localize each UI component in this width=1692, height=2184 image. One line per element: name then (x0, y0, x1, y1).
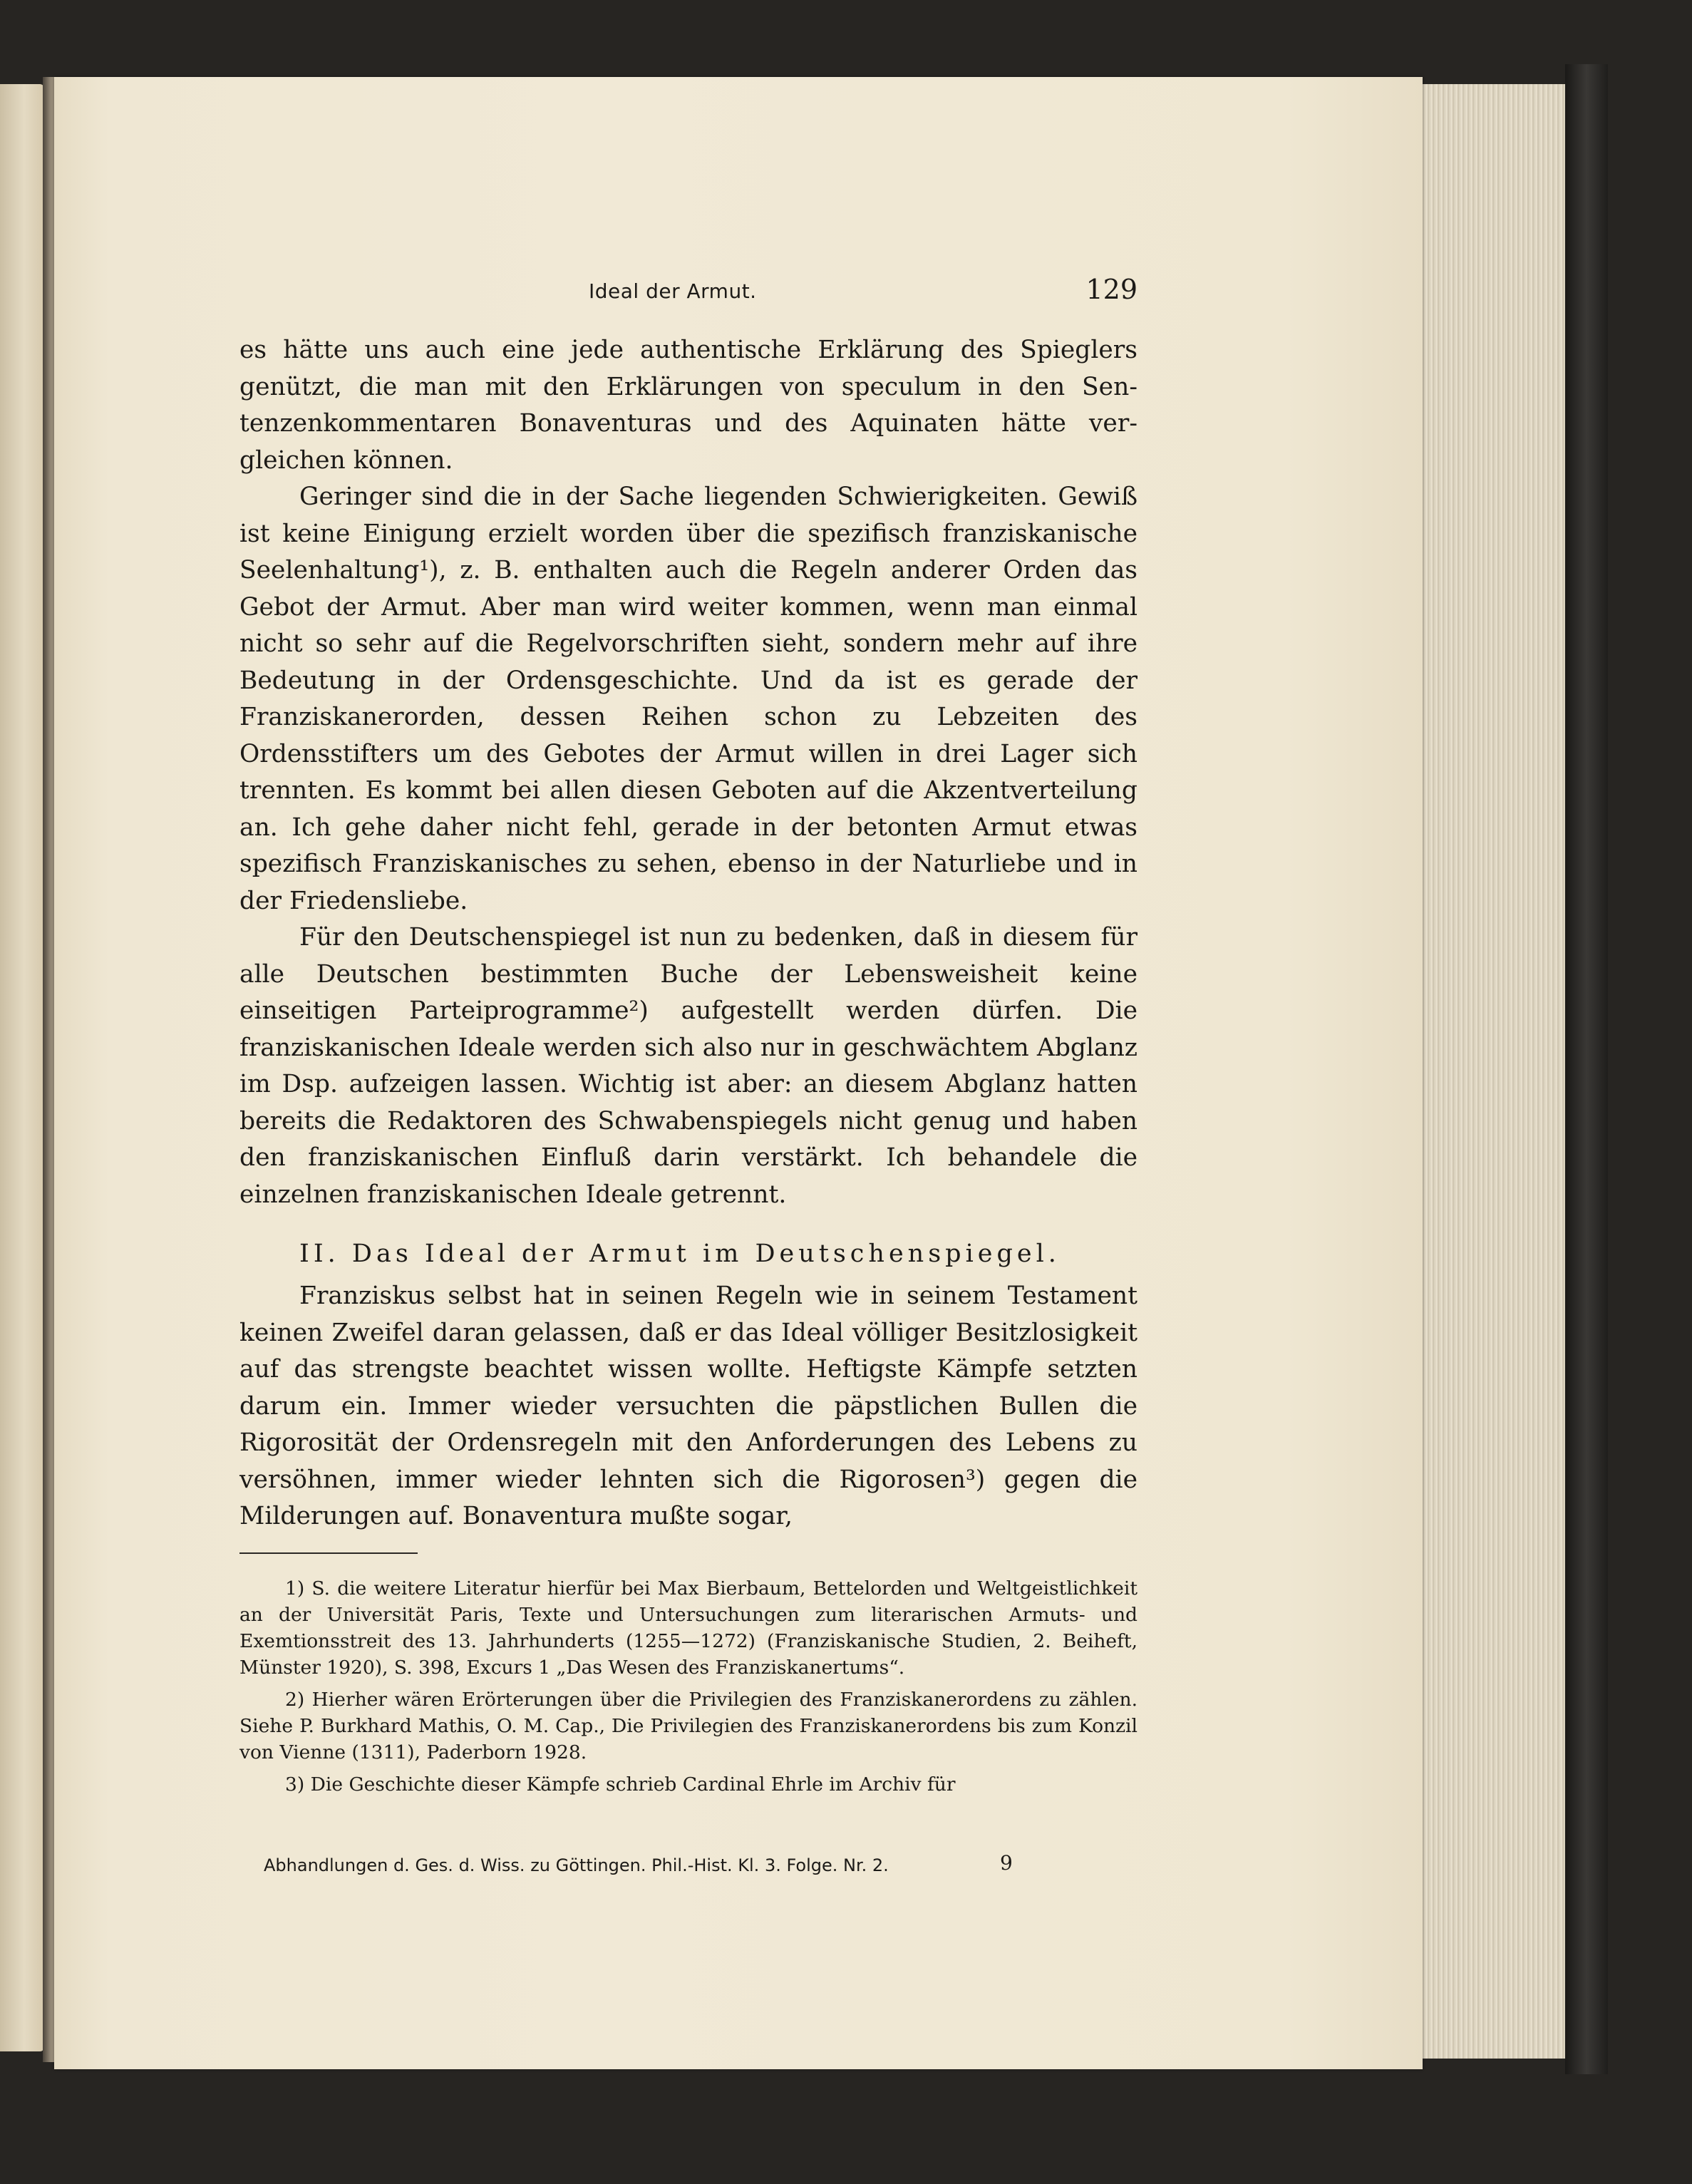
footnotes (239, 1575, 1138, 1798)
paragraph: es hätte uns auch eine jede authentische Erklärung des Spieglers genützt, die man mit den Erklärungen von speculum in den Sentenzenkommentaren Bonaventuras und des Aquinaten hätte vergleichen können. (239, 336, 1138, 475)
body-text (239, 332, 1138, 1535)
running-title: Ideal der Armut. (589, 279, 757, 303)
series-footer: Abhandlungen d. Ges. d. Wiss. zu Göttingen. Phil.-Hist. Kl. 3. Folge. Nr. 2. (264, 1855, 889, 1875)
paragraph: Geringer sind die in der Sache liegenden Schwierigkeiten. Gewiß ist keine Einigung erzielt worden über die spezifisch franziskanische Seelenhaltung¹), z. B. enthalten auch die Regeln anderer Orden das Gebot der Armut. Aber man wird weiter kommen, wenn man einmal nicht so sehr auf die Regelvorschriften sieht, sondern mehr auf ihre Bedeutung in der Ordensgeschichte. Und da ist es gerade der Franziskanerorden, dessen Reihen schon zu Lebzeiten des Ordensstifters um des Gebotes der Armut willen in drei Lager sich trennten. Es kommt bei allen diesen Geboten auf die Akzentverteilung an. Ich gehe daher nicht fehl, gerade in der betonten Armut etwas spezifisch Franziskanisches zu sehen, ebenso in der Naturliebe und in der Friedensliebe. (239, 483, 1138, 915)
footnote: 1) S. die weitere Literatur hierfür bei Max Bierbaum, Bettelorden und Weltgeistlichkeit an der Universität Paris, Texte und Untersuchungen zum literarischen Armuts- und Exemtionsstreit des 13. Jahrhunderts (1255—1272) (Franziskanische Studien, 2. Beiheft, Münster 1920), S. 398, Excurs 1 „Das Wesen des Franziskanertums“. (239, 1577, 1138, 1679)
page-block-edges (1420, 84, 1571, 2059)
section-heading: II. Das Ideal der Armut im Deutschenspiegel. (299, 1240, 1061, 1268)
page-number: 129 (1085, 274, 1138, 305)
signature-mark: 9 (1000, 1851, 1013, 1875)
running-head (239, 274, 1138, 316)
footnote-divider (239, 1552, 418, 1554)
paragraph: Für den Deutschenspiegel ist nun zu bedenken, daß in diesem für alle Deutschen bestimmten Buche der Lebensweisheit keine einseitigen Parteiprogramme²) aufgestellt werden dürfen. Die franziskanischen Ideale werden sich also nur in geschwächtem Abglanz im Dsp. aufzeigen lassen. Wichtig ist aber: an diesem Abglanz hatten bereits die Redaktoren des Schwabenspiegels nicht genug und haben den franziskanischen Einfluß darin verstärkt. Ich behandele die einzelnen franziskanischen Ideale getrennt. (239, 923, 1138, 1209)
previous-page-edge (0, 84, 44, 2051)
footnote: 3) Die Geschichte dieser Kämpfe schrieb Cardinal Ehrle im Archiv für (285, 1773, 956, 1796)
text-block (239, 274, 1138, 1798)
book-cover (1565, 64, 1608, 2074)
footnote: 2) Hierher wären Erörterungen über die Privilegien des Franziskanerordens zu zählen. Siehe P. Burkhard Mathis, O. M. Cap., Die Privilegien des Franziskanerordens bis zum Konzil von Vienne (1311), Paderborn 1928. (239, 1688, 1138, 1763)
paragraph: Franziskus selbst hat in seinen Regeln wie in seinem Testament keinen Zweifel daran gelassen, daß er das Ideal völliger Besitzlosigkeit auf das strengste beachtet wissen wollte. Heftigste Kämpfe setzten darum ein. Immer wieder versuchten die päpstlichen Bullen die Rigorosität der Ordensregeln mit den Anforderungen des Lebens zu versöhnen, immer wieder lehnten sich die Rigorosen³) gegen die Milderungen auf. Bonaventura mußte sogar, (239, 1282, 1138, 1530)
